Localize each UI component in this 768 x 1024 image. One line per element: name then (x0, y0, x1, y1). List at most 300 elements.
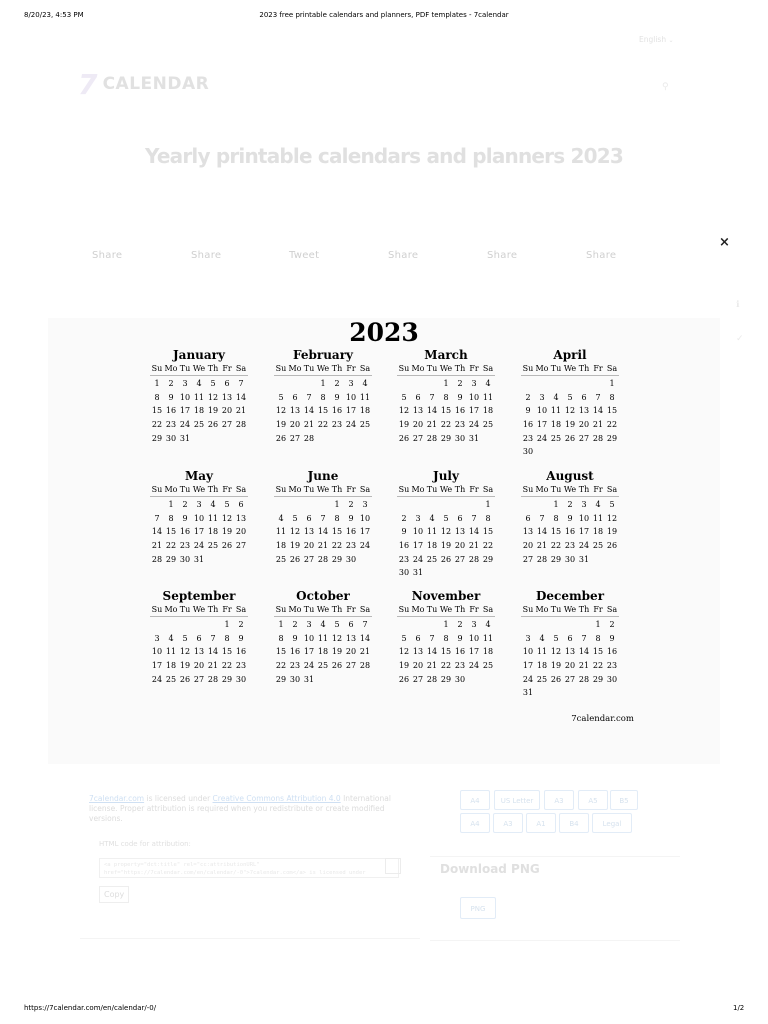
day-cell: 25 (426, 554, 438, 564)
resize-handle-icon[interactable] (385, 858, 401, 874)
weekday-label: Th (578, 485, 590, 494)
empty-day (467, 498, 481, 512)
day-cell: 11 (207, 513, 219, 523)
size-button-a4[interactable]: A4 (460, 790, 490, 810)
day-cell: 16 (165, 406, 177, 416)
day-cell: 17 (179, 406, 191, 416)
day-cell: 5 (401, 392, 407, 402)
day-cell: 1 (553, 500, 559, 509)
month-name: July (433, 469, 459, 483)
day-cell: 15 (151, 406, 163, 416)
day-cell: 14 (359, 633, 371, 643)
month-march (397, 348, 495, 445)
day-cell: 22 (151, 420, 163, 430)
day-cell: 2 (238, 620, 244, 629)
day-cell: 15 (440, 647, 452, 657)
size-button-a4-2[interactable]: A4 (460, 813, 490, 833)
day-cell: 9 (348, 513, 354, 523)
size-button-b5[interactable]: B5 (610, 790, 638, 810)
day-cell: 7 (429, 633, 435, 643)
day-cell: 20 (303, 541, 315, 551)
day-cell: 24 (536, 433, 548, 443)
license-link[interactable]: Creative Commons Attribution 4.0 (212, 794, 341, 803)
weekday-header (397, 604, 495, 617)
weekday-label: Mo (535, 485, 549, 494)
download-divider (430, 856, 680, 857)
day-cell: 16 (454, 647, 466, 657)
month-name: June (307, 469, 339, 483)
weekday-label: Fr (222, 485, 232, 494)
day-cell: 17 (412, 541, 424, 551)
weekday-label: Th (454, 485, 466, 494)
month-name: March (424, 348, 468, 362)
day-cell: 15 (440, 406, 452, 416)
day-cell: 24 (522, 674, 534, 684)
month-name: December (535, 589, 605, 603)
day-cell: 25 (165, 674, 177, 684)
weekday-label: Tu (550, 364, 562, 373)
day-cell: 22 (440, 420, 452, 430)
day-cell: 15 (165, 527, 177, 537)
day-grid (397, 498, 495, 580)
day-cell: 5 (443, 513, 449, 523)
day-cell: 8 (443, 392, 449, 402)
month-name: April (553, 348, 587, 362)
day-cell: 20 (221, 406, 233, 416)
day-cell: 19 (331, 647, 343, 657)
weekday-label: Th (207, 485, 219, 494)
day-cell: 12 (606, 513, 618, 523)
weekday-header (274, 604, 372, 617)
empty-day (397, 618, 411, 632)
day-cell: 18 (550, 420, 562, 430)
day-cell: 4 (362, 379, 368, 388)
empty-day (192, 618, 206, 632)
day-cell: 14 (426, 406, 438, 416)
empty-day (411, 618, 425, 632)
day-cell: 26 (440, 554, 452, 564)
share-button-6[interactable]: Share (586, 250, 617, 261)
weekday-label: Mo (288, 605, 302, 614)
day-cell: 8 (485, 513, 491, 523)
day-cell: 22 (331, 541, 343, 551)
day-grid (521, 377, 619, 459)
empty-day (274, 377, 288, 391)
day-cell: 11 (165, 647, 177, 657)
day-cell: 5 (292, 513, 298, 523)
day-cell: 30 (522, 447, 534, 457)
day-cell: 16 (564, 527, 576, 537)
weekday-label: Sa (482, 364, 494, 373)
day-cell: 6 (224, 379, 230, 388)
day-cell: 11 (482, 633, 494, 643)
weekday-label: Tu (550, 605, 562, 614)
day-cell: 23 (522, 433, 534, 443)
day-cell: 3 (471, 379, 477, 388)
search-icon[interactable]: ⚲ (662, 82, 669, 92)
empty-day (150, 498, 164, 512)
empty-day (577, 618, 591, 632)
day-cell: 17 (303, 647, 315, 657)
size-button-a3-2[interactable]: A3 (493, 813, 523, 833)
day-cell: 14 (468, 527, 480, 537)
print-url: https://7calendar.com/en/calendar/-0/ (24, 1004, 157, 1012)
day-cell: 2 (334, 379, 340, 388)
day-cell: 27 (345, 661, 357, 671)
day-cell: 6 (415, 633, 421, 643)
day-cell: 14 (592, 406, 604, 416)
license-text-2: International license. Proper attribution is required when you redistribute or create modified versions. (89, 794, 391, 823)
day-cell: 5 (278, 392, 284, 402)
day-cell: 22 (440, 661, 452, 671)
day-grid (397, 618, 495, 686)
weekday-header (397, 484, 495, 497)
day-cell: 20 (289, 420, 301, 430)
day-cell: 28 (426, 674, 438, 684)
day-cell: 14 (536, 527, 548, 537)
weekday-label: Su (151, 605, 163, 614)
day-cell: 7 (539, 513, 545, 523)
site-logo[interactable] (78, 68, 209, 101)
month-december (521, 589, 619, 700)
day-cell: 17 (536, 420, 548, 430)
day-cell: 7 (154, 513, 160, 523)
day-cell: 29 (165, 554, 177, 564)
close-icon[interactable]: × (719, 235, 730, 250)
day-cell: 9 (401, 527, 407, 537)
day-cell: 15 (317, 406, 329, 416)
day-cell: 13 (412, 647, 424, 657)
day-cell: 21 (426, 661, 438, 671)
weekday-label: Mo (411, 605, 425, 614)
empty-day (535, 377, 549, 391)
day-grid (150, 618, 248, 686)
day-cell: 15 (331, 527, 343, 537)
day-cell: 3 (196, 500, 202, 509)
empty-day (288, 498, 302, 512)
day-cell: 18 (317, 647, 329, 657)
weekday-label: Th (207, 605, 219, 614)
weekday-label: We (316, 605, 330, 614)
day-cell: 30 (289, 674, 301, 684)
day-cell: 9 (182, 513, 188, 523)
day-cell: 19 (221, 527, 233, 537)
day-cell: 10 (522, 647, 534, 657)
panel-divider (80, 938, 420, 939)
day-cell: 21 (303, 420, 315, 430)
day-cell: 17 (345, 406, 357, 416)
day-cell: 29 (151, 433, 163, 443)
day-cell: 2 (609, 620, 615, 629)
attribution-code-field[interactable] (99, 858, 399, 878)
day-cell: 18 (359, 406, 371, 416)
tweet-button[interactable]: Tweet (289, 250, 320, 261)
day-cell: 11 (275, 527, 287, 537)
day-cell: 22 (221, 661, 233, 671)
day-cell: 22 (592, 661, 604, 671)
logo-mark: 7 (78, 68, 98, 101)
day-cell: 31 (193, 554, 205, 564)
day-cell: 13 (345, 633, 357, 643)
share-button-2[interactable]: Share (191, 250, 222, 261)
size-button-us-letter[interactable]: US Letter (494, 790, 540, 810)
weekday-label: Tu (426, 605, 438, 614)
size-button-a3[interactable]: A3 (544, 790, 574, 810)
day-cell: 2 (457, 620, 463, 629)
day-cell: 7 (238, 379, 244, 388)
size-button-b4[interactable]: B4 (559, 813, 589, 833)
day-cell: 9 (609, 633, 615, 643)
day-cell: 11 (550, 406, 562, 416)
weekday-header (274, 484, 372, 497)
day-cell: 13 (454, 527, 466, 537)
day-cell: 2 (525, 392, 531, 402)
weekday-label: Sa (235, 605, 247, 614)
print-datetime: 8/20/23, 4:53 PM (24, 11, 84, 19)
weekday-label: Th (454, 364, 466, 373)
day-cell: 21 (317, 541, 329, 551)
weekday-label: We (439, 605, 453, 614)
day-cell: 24 (578, 541, 590, 551)
day-cell: 9 (238, 633, 244, 643)
day-cell: 12 (564, 406, 576, 416)
day-grid (150, 377, 248, 445)
day-cell: 27 (289, 433, 301, 443)
day-cell: 8 (553, 513, 559, 523)
day-cell: 30 (235, 674, 247, 684)
size-button-legal[interactable]: Legal (592, 813, 632, 833)
share-button-1[interactable]: Share (92, 250, 123, 261)
day-cell: 24 (179, 420, 191, 430)
day-cell: 26 (331, 661, 343, 671)
empty-day (521, 377, 535, 391)
share-button-4[interactable]: Share (388, 250, 419, 261)
day-cell: 19 (550, 661, 562, 671)
weekday-label: Mo (164, 605, 178, 614)
print-doc-title: 2023 free printable calendars and planners, PDF templates - 7calendar (259, 11, 509, 19)
weekday-label: Sa (235, 485, 247, 494)
weekday-label: Sa (482, 605, 494, 614)
day-cell: 13 (235, 513, 247, 523)
day-cell: 5 (334, 620, 340, 629)
day-cell: 20 (454, 541, 466, 551)
day-cell: 25 (482, 420, 494, 430)
day-cell: 11 (193, 392, 205, 402)
weekday-label: Mo (535, 605, 549, 614)
day-cell: 10 (468, 392, 480, 402)
day-cell: 21 (235, 406, 247, 416)
day-grid (274, 498, 372, 566)
size-button-a1[interactable]: A1 (526, 813, 556, 833)
day-cell: 7 (471, 513, 477, 523)
day-cell: 25 (536, 674, 548, 684)
day-cell: 16 (345, 527, 357, 537)
weekday-label: Mo (164, 485, 178, 494)
empty-day (549, 618, 563, 632)
day-cell: 14 (151, 527, 163, 537)
day-cell: 21 (359, 647, 371, 657)
weekday-label: Fr (222, 605, 232, 614)
day-cell: 14 (235, 392, 247, 402)
day-cell: 4 (210, 500, 216, 509)
day-cell: 20 (564, 661, 576, 671)
weekday-label: Su (398, 605, 410, 614)
weekday-label: We (439, 485, 453, 494)
day-cell: 13 (564, 647, 576, 657)
month-may (150, 469, 248, 566)
day-cell: 3 (348, 379, 354, 388)
png-download-button[interactable]: PNG (460, 897, 496, 919)
day-cell: 29 (221, 674, 233, 684)
day-cell: 10 (578, 513, 590, 523)
weekday-label: Th (454, 605, 466, 614)
day-cell: 21 (426, 420, 438, 430)
day-cell: 19 (275, 420, 287, 430)
day-cell: 17 (468, 647, 480, 657)
download-png-title: Download PNG (440, 862, 540, 876)
day-cell: 27 (522, 554, 534, 564)
language-label: English (639, 35, 667, 44)
day-cell: 12 (331, 633, 343, 643)
day-cell: 8 (609, 392, 615, 402)
weekday-label: Sa (482, 485, 494, 494)
day-cell: 27 (578, 433, 590, 443)
day-cell: 31 (578, 554, 590, 564)
day-cell: 29 (275, 674, 287, 684)
weekday-label: Su (275, 485, 287, 494)
empty-day (316, 498, 330, 512)
weekday-label: Sa (606, 364, 618, 373)
day-cell: 3 (306, 620, 312, 629)
weekday-label: We (192, 485, 206, 494)
day-cell: 18 (592, 527, 604, 537)
day-cell: 12 (398, 647, 410, 657)
weekday-label: Tu (179, 605, 191, 614)
day-cell: 25 (317, 661, 329, 671)
day-cell: 30 (454, 433, 466, 443)
day-cell: 8 (168, 513, 174, 523)
day-cell: 27 (193, 674, 205, 684)
day-cell: 26 (564, 433, 576, 443)
day-cell: 29 (592, 674, 604, 684)
day-cell: 6 (348, 620, 354, 629)
weekday-label: Su (522, 364, 534, 373)
empty-day (178, 618, 192, 632)
size-row-1 (460, 790, 640, 810)
day-cell: 30 (179, 554, 191, 564)
day-cell: 11 (426, 527, 438, 537)
day-cell: 1 (443, 379, 449, 388)
day-cell: 29 (606, 433, 618, 443)
day-cell: 9 (292, 633, 298, 643)
side-info-icon: ℹ (736, 300, 740, 310)
month-september (150, 589, 248, 686)
weekday-header (150, 604, 248, 617)
empty-day (164, 618, 178, 632)
day-cell: 24 (345, 420, 357, 430)
empty-day (521, 618, 535, 632)
day-cell: 7 (210, 633, 216, 643)
day-cell: 1 (320, 379, 326, 388)
download-bottom-divider (430, 940, 680, 941)
weekday-label: Fr (346, 485, 356, 494)
weekday-label: Su (151, 485, 163, 494)
language-selector[interactable] (639, 35, 674, 44)
day-cell: 1 (334, 500, 340, 509)
day-cell: 16 (235, 647, 247, 657)
day-cell: 25 (482, 661, 494, 671)
day-cell: 16 (398, 541, 410, 551)
weekday-label: Fr (469, 485, 479, 494)
day-cell: 3 (525, 633, 531, 643)
day-cell: 30 (398, 568, 410, 578)
day-cell: 3 (539, 392, 545, 402)
weekday-label: Sa (235, 364, 247, 373)
day-cell: 30 (345, 554, 357, 564)
weekday-label: We (192, 364, 206, 373)
empty-day (453, 498, 467, 512)
day-cell: 3 (362, 500, 368, 509)
day-cell: 15 (606, 406, 618, 416)
weekday-label: We (192, 605, 206, 614)
day-cell: 5 (224, 500, 230, 509)
day-cell: 20 (193, 661, 205, 671)
day-cell: 31 (179, 433, 191, 443)
site-link[interactable]: 7calendar.com (89, 794, 145, 803)
empty-day (397, 377, 411, 391)
copy-button[interactable]: Copy (99, 886, 129, 903)
share-button-5[interactable]: Share (487, 250, 518, 261)
month-name: August (546, 469, 594, 483)
day-cell: 23 (454, 661, 466, 671)
side-check-icon: ✓ (736, 334, 744, 344)
weekday-label: Su (522, 605, 534, 614)
empty-day (425, 498, 439, 512)
day-cell: 11 (317, 633, 329, 643)
day-cell: 31 (468, 433, 480, 443)
day-cell: 22 (165, 541, 177, 551)
day-cell: 9 (525, 406, 531, 416)
day-cell: 31 (303, 674, 315, 684)
day-cell: 21 (207, 661, 219, 671)
month-november (397, 589, 495, 686)
day-cell: 4 (539, 633, 545, 643)
day-grid (274, 618, 372, 686)
day-cell: 16 (454, 406, 466, 416)
size-button-a5[interactable]: A5 (578, 790, 608, 810)
day-cell: 18 (165, 661, 177, 671)
day-cell: 12 (179, 647, 191, 657)
page-headline: Yearly printable calendars and planners 2023 (145, 144, 623, 168)
empty-day (439, 498, 453, 512)
day-cell: 13 (289, 406, 301, 416)
day-cell: 19 (179, 661, 191, 671)
month-name: January (173, 348, 225, 362)
weekday-label: Sa (606, 485, 618, 494)
day-cell: 1 (443, 620, 449, 629)
day-cell: 8 (224, 633, 230, 643)
day-cell: 28 (207, 674, 219, 684)
weekday-label: Tu (426, 364, 438, 373)
day-cell: 23 (165, 420, 177, 430)
size-row-2 (460, 813, 640, 835)
empty-day (425, 377, 439, 391)
day-cell: 20 (345, 647, 357, 657)
month-name: September (162, 589, 236, 603)
day-cell: 14 (207, 647, 219, 657)
weekday-label: Th (331, 485, 343, 494)
day-cell: 13 (193, 647, 205, 657)
